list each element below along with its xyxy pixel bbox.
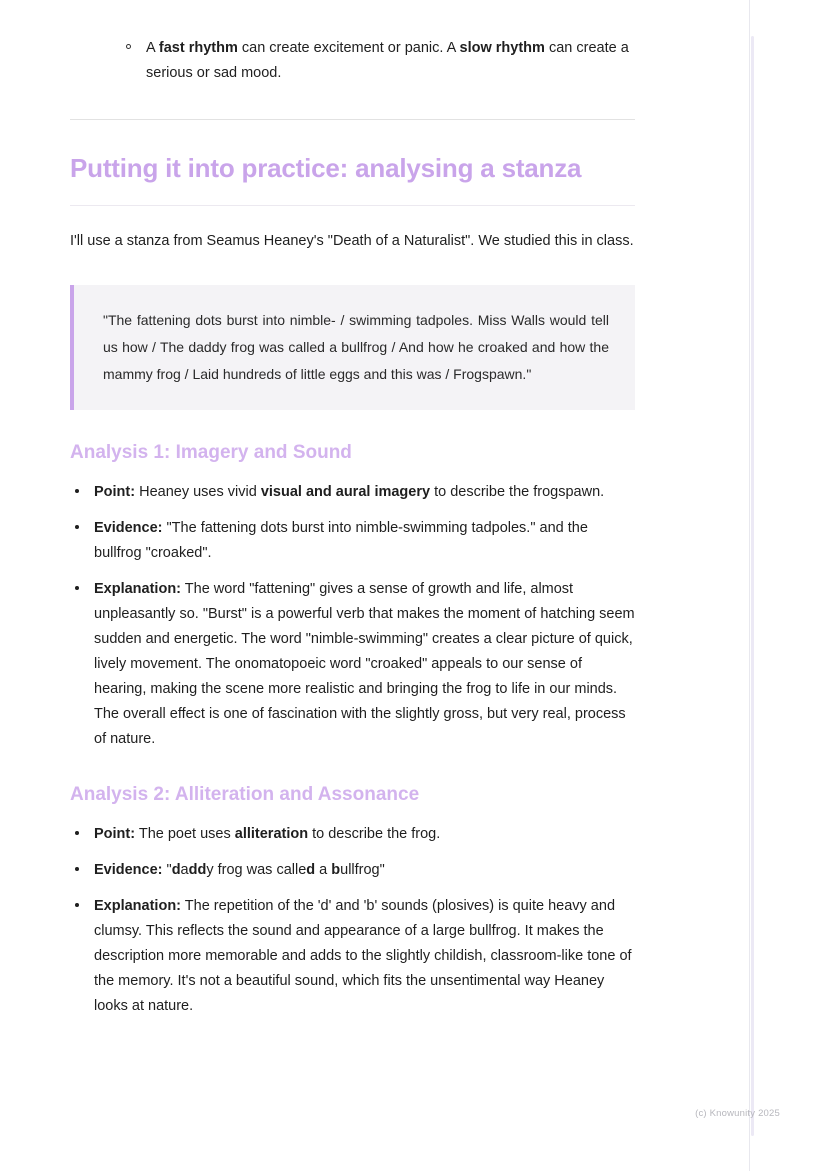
evidence-plain-a2: a bbox=[315, 862, 332, 878]
evidence-quote-open: " bbox=[162, 862, 172, 878]
point-label: Point: bbox=[94, 484, 136, 500]
evidence-label: Evidence: bbox=[94, 520, 163, 536]
scroll-rail bbox=[749, 0, 828, 1171]
blockquote bbox=[70, 285, 635, 410]
evidence-label: Evidence: bbox=[94, 862, 163, 878]
top-bullet-block bbox=[70, 36, 635, 86]
list-item bbox=[70, 516, 635, 566]
analysis-1-heading: Analysis 1: Imagery and Sound bbox=[70, 442, 352, 463]
section-divider bbox=[70, 119, 635, 120]
bullet-bold-slow-rhythm: slow rhythm bbox=[459, 40, 545, 56]
evidence-text: "The fattening dots burst into nimble-swimming tadpoles." and the bullfrog "croaked". bbox=[94, 520, 588, 561]
scrollbar-thumb[interactable] bbox=[751, 36, 754, 1136]
list-item bbox=[70, 858, 635, 883]
point-bold: visual and aural imagery bbox=[260, 484, 431, 500]
bullet-text-suffix: can create a serious or sad mood. bbox=[146, 40, 629, 81]
point-text-before: The poet uses bbox=[135, 826, 235, 842]
analysis-2-list bbox=[70, 822, 635, 1019]
bullet-dot-icon bbox=[75, 867, 79, 871]
bullet-bold-fast-rhythm: fast rhythm bbox=[158, 40, 238, 56]
evidence-bold-b: b bbox=[331, 862, 341, 878]
evidence-plain-a: a bbox=[180, 862, 189, 878]
hollow-bullet-icon bbox=[126, 44, 131, 49]
point-text-before: Heaney uses vivid bbox=[135, 484, 261, 500]
list-item bbox=[70, 480, 635, 505]
title-underline bbox=[70, 205, 635, 206]
intro-paragraph: I'll use a stanza from Seamus Heaney's "Death of a Naturalist". We studied this in class. bbox=[70, 233, 634, 249]
page-title: Putting it into practice: analysing a stanza bbox=[70, 153, 582, 183]
bullet-dot-icon bbox=[75, 586, 79, 590]
explanation-label: Explanation: bbox=[94, 581, 182, 597]
explanation-label: Explanation: bbox=[94, 898, 182, 914]
bullet-text-mid: can create excitement or panic. A bbox=[237, 40, 460, 56]
point-bold: alliteration bbox=[234, 826, 309, 842]
list-item bbox=[70, 577, 635, 752]
list-item bbox=[70, 894, 635, 1019]
evidence-plain-mid: y frog was calle bbox=[206, 862, 307, 878]
document-content bbox=[70, 0, 635, 1019]
footer-credit: (c) Knowunity 2025 bbox=[695, 1108, 780, 1119]
point-text-after: to describe the frog. bbox=[308, 826, 441, 842]
explanation-text: The repetition of the 'd' and 'b' sounds (plosives) is quite heavy and clumsy. This reflects the sound and appearance of a large bullfrog. It makes the description more memorable and adds to the slightly childish, classroom-like tone of the memory. It's not a beautiful sound, which fits the unsentimental way Heaney looks at nature. bbox=[94, 898, 632, 1014]
evidence-bold-d2: d bbox=[306, 862, 316, 878]
explanation-text: The word "fattening" gives a sense of growth and life, almost unpleasantly so. "Burst" is a powerful verb that makes the moment of hatching seem sudden and energetic. The word "nimble-swimming" creates a clear picture of quick, lively movement. The onomatopoeic word "croaked" appeals to our sense of hearing, making the scene more realistic and bringing the frog to life in our minds. The overall effect is one of fascination with the slightly gross, but very real, process of nature. bbox=[94, 581, 635, 747]
list-item bbox=[70, 36, 635, 86]
bullet-text-prefix: A bbox=[146, 40, 159, 56]
analysis-2-heading: Analysis 2: Alliteration and Assonance bbox=[70, 784, 420, 805]
analysis-1-list bbox=[70, 480, 635, 752]
bullet-dot-icon bbox=[75, 525, 79, 529]
point-text-after: to describe the frogspawn. bbox=[430, 484, 605, 500]
list-item bbox=[70, 822, 635, 847]
evidence-bold-dd: dd bbox=[188, 862, 207, 878]
evidence-bold-d: d bbox=[171, 862, 181, 878]
evidence-plain-end: ullfrog" bbox=[340, 862, 385, 878]
point-label: Point: bbox=[94, 826, 136, 842]
bullet-dot-icon bbox=[75, 903, 79, 907]
blockquote-text: "The fattening dots burst into nimble- / swimming tadpoles. Miss Walls would tell us how / The daddy frog was called a bullfrog / And how he croaked and how the mammy frog / Laid hundreds of little eggs and this was / Frogspawn." bbox=[103, 312, 609, 382]
bullet-dot-icon bbox=[75, 831, 79, 835]
bullet-dot-icon bbox=[75, 489, 79, 493]
